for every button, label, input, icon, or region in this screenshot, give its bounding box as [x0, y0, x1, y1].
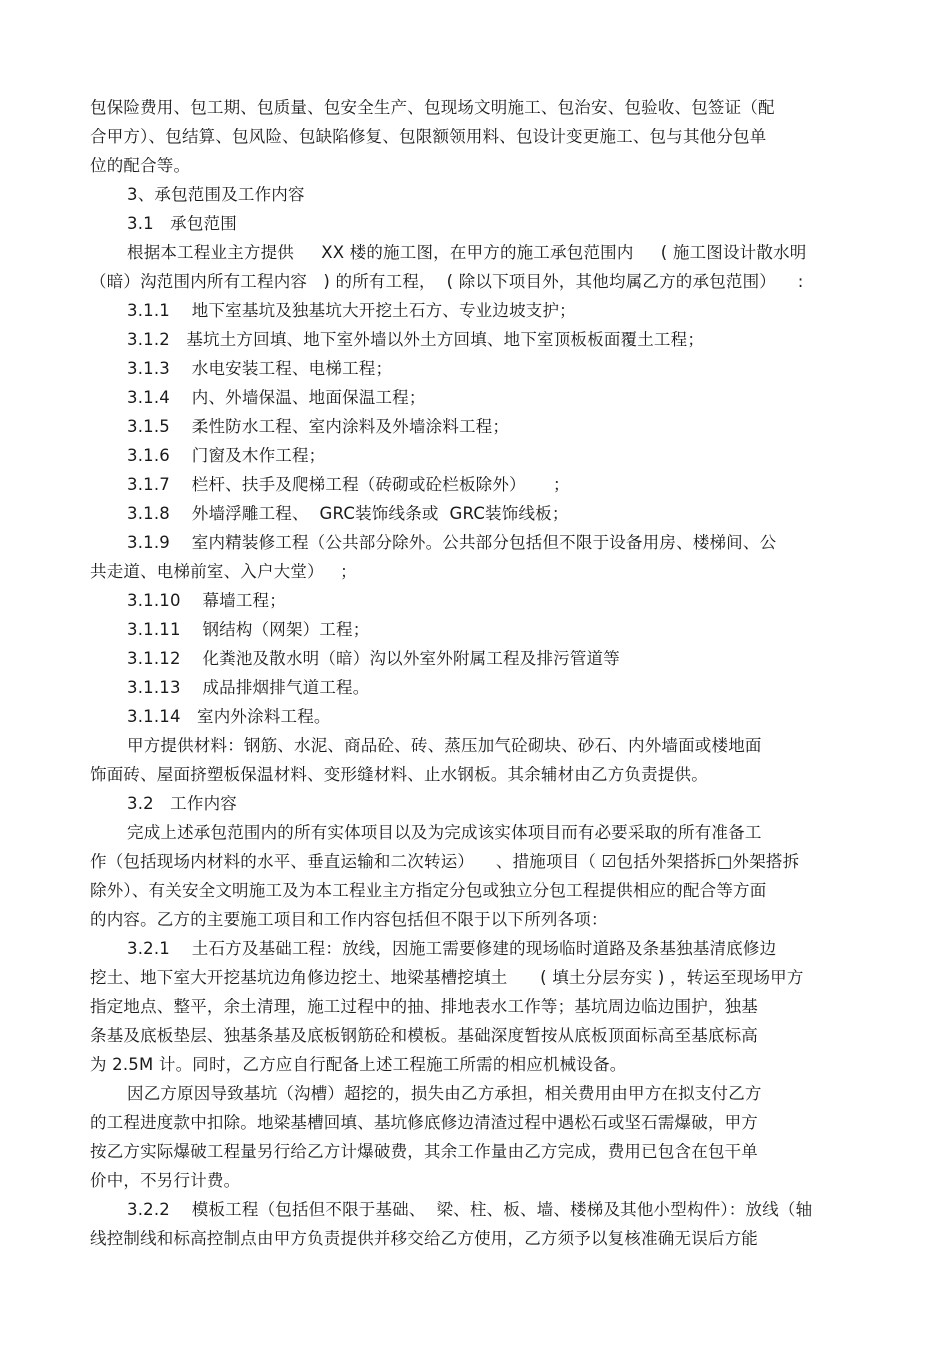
text-line: 价中，不另行计费。 [90, 1171, 241, 1190]
text-line: 作（包括现场内材料的水平、垂直运输和二次转运） 、措施项目（ ☑包括外架搭拆□外架搭拆 [90, 852, 800, 871]
text-line: 位的配合等。 [90, 156, 191, 175]
list-item: 3.1.9 室内精装修工程（公共部分除外。公共部分包括但不限于设备用房、楼梯间、公 [127, 533, 777, 552]
text-line: 的工程进度款中扣除。地梁基槽回填、基坑修底修边清渣过程中遇松石或坚石需爆破，甲方 [90, 1113, 758, 1132]
list-item: 3.1.1 地下室基坑及独基坑大开挖土石方、专业边坡支护； [127, 301, 576, 320]
list-item: 3.2.1 土石方及基础工程：放线，因施工需要修建的现场临时道路及条基独基清底修边 [127, 939, 777, 958]
section-heading: 3.2 工作内容 [127, 794, 237, 813]
list-item: 3.1.5 柔性防水工程、室内涂料及外墙涂料工程； [127, 417, 510, 436]
list-item: 3.1.13 成品排烟排气道工程。 [127, 678, 370, 697]
section-heading: 3、承包范围及工作内容 [127, 185, 305, 204]
text-line: 完成上述承包范围内的所有实体项目以及为完成该实体项目而有必要采取的所有准备工 [127, 823, 762, 842]
text-line: 条基及底板垫层、独基条基及底板钢筋砼和模板。基础深度暂按从底板顶面标高至基底标高 [90, 1026, 758, 1045]
text-line: 合甲方）、包结算、包风险、包缺陷修复、包限额领用料、包设计变更施工、包与其他分包单 [90, 127, 767, 146]
text-line: 除外）、有关安全文明施工及为本工程业主方指定分包或独立分包工程提供相应的配合等方面 [90, 881, 767, 900]
text-line: 按乙方实际爆破工程量另行给乙方计爆破费，其余工作量由乙方完成，费用已包含在包干单 [90, 1142, 758, 1161]
text-line: 甲方提供材料：钢筋、水泥、商品砼、砖、蒸压加气砼砌块、砂石、内外墙面或楼地面 [127, 736, 762, 755]
text-line: 指定地点、整平，余土清理，施工过程中的抽、排地表水工作等；基坑周边临边围护，独基 [90, 997, 758, 1016]
text-line: 线控制线和标高控制点由甲方负责提供并移交给乙方使用，乙方须予以复核准确无误后方能 [90, 1229, 758, 1248]
text-line: 根据本工程业主方提供 XX 楼的施工图，在甲方的施工承包范围内 ( 施工图设计散水明 [127, 243, 807, 262]
list-item: 3.1.7 栏杆、扶手及爬梯工程（砖砌或砼栏板除外） ； [127, 475, 570, 494]
text-line: 的内容。乙方的主要施工项目和工作内容包括但不限于以下所列各项： [90, 910, 608, 929]
text-line: 因乙方原因导致基坑（沟槽）超挖的，损失由乙方承担，相关费用由甲方在拟支付乙方 [127, 1084, 762, 1103]
list-item: 3.1.14 室内外涂料工程。 [127, 707, 331, 726]
list-item: 3.1.4 内、外墙保温、地面保温工程； [127, 388, 426, 407]
text-line: 挖土、地下室大开挖基坑边角修边挖土、地梁基槽挖填土 ( 填土分层夯实 ) ，转运至现场甲方 [90, 968, 804, 987]
list-item: 3.1.11 钢结构（网架）工程； [127, 620, 370, 639]
section-heading: 3.1 承包范围 [127, 214, 237, 233]
list-item: 3.1.12 化粪池及散水明（暗）沟以外室外附属工程及排污管道等 [127, 649, 620, 668]
text-line: （暗）沟范围内所有工程内容 ) 的所有工程， ( 除以下项目外，其他均属乙方的承包范围） : [90, 272, 804, 291]
list-item: 3.2.2 模板工程（包括但不限于基础、 梁、柱、板、墙、楼梯及其他小型构件）：放线（轴 [127, 1200, 813, 1219]
text-line: 饰面砖、屋面挤塑板保温材料、变形缝材料、止水钢板。其余辅材由乙方负责提供。 [90, 765, 708, 784]
list-item: 3.1.10 幕墙工程； [127, 591, 286, 610]
list-item: 3.1.6 门窗及木作工程； [127, 446, 326, 465]
list-item: 3.1.3 水电安装工程、电梯工程； [127, 359, 393, 378]
text-line: 为 2.5M 计。同时，乙方应自行配备上述工程施工所需的相应机械设备。 [90, 1055, 627, 1074]
list-item: 3.1.2 基坑土方回填、地下室外墙以外土方回填、地下室顶板板面覆土工程； [127, 330, 705, 349]
list-item: 3.1.8 外墙浮雕工程、 GRC装饰线条或 GRC装饰线板； [127, 504, 569, 523]
text-line: 包保险费用、包工期、包质量、包安全生产、包现场文明施工、包治安、包验收、包签证（配 [90, 98, 775, 117]
text-line: 共走道、电梯前室、入户大堂） ； [90, 562, 357, 581]
